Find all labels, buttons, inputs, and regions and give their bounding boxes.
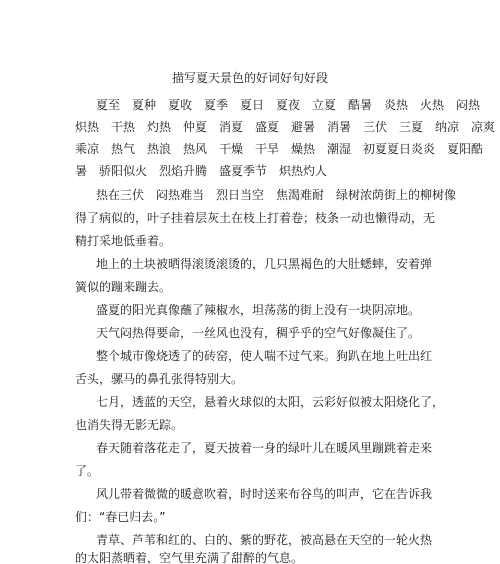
paragraph-line: 的太阳蒸晒着，空气里充满了甜醉的气息。: [75, 551, 304, 564]
paragraph-line: 簧似的蹦来蹦去。: [75, 280, 172, 294]
paragraph-line: 热在三伏 闷热难当 烈日当空 焦渴难耐 绿树浓荫街上的柳树像: [96, 188, 457, 202]
paragraph-line: 也消失得无影无踪。: [75, 418, 184, 432]
paragraph-line: 了。: [75, 464, 100, 478]
word-list-line-4: 暑 骄阳似火 烈焰升腾 盛夏季节 炽热灼人: [75, 164, 328, 178]
paragraph-line: 精打采地低垂着。: [75, 234, 172, 248]
document-title: 描写夏天景色的好词好句好段: [171, 71, 328, 85]
paragraph-line: 得了病似的，叶子挂着层灰土在枝上打着卷；枝条一动也懒得动，无: [75, 211, 436, 225]
paragraph-line: 舌头，骡马的鼻孔张得特别大。: [75, 372, 244, 386]
paragraph-line: 整个城市像烧透了的砖窑，使人喘不过气来。狗趴在地上吐出红: [96, 349, 433, 363]
paragraph-line: 盛夏的阳光真像蘸了辣椒水，坦荡荡的街上没有一块阴凉地。: [96, 303, 421, 317]
paragraph-line: 青草、芦苇和红的、白的、紫的野花，被高悬在天空的一轮火热: [96, 533, 433, 547]
paragraph-line: 们：“春已归去。”: [75, 510, 166, 524]
paragraph-line: 地上的土块被晒得滚烫滚烫的，几只黑褐色的大肚蟋蟀，安着弹: [96, 257, 433, 271]
paragraph-line: 春天随着落花走了，夏天披着一身的绿叶儿在暖风里蹦跳着走来: [96, 441, 433, 455]
paragraph-line: 七月，透蓝的天空，悬着火球似的太阳，云彩好似被太阳烧化了，: [96, 395, 445, 409]
word-list-line-1: 夏至 夏种 夏收 夏季 夏日 夏夜 立夏 酷暑 炎热 火热 闷热: [96, 98, 481, 112]
word-list-line-3: 乘凉 热气 热浪 热风 干燥 干旱 燥热 潮湿 初夏夏日炎炎 夏阳酷: [75, 142, 484, 156]
paragraph-line: 天气闷热得要命，一丝风也没有，稠乎乎的空气好像凝住了。: [96, 326, 421, 340]
paragraph-line: 风儿带着微微的暖意吹着，时时送来布谷鸟的叫声，它在告诉我: [96, 487, 433, 501]
word-list-line-2: 炽热 干热 灼热 仲夏 消夏 盛夏 避暑 消暑 三伏 三夏 纳凉 凉爽: [75, 120, 496, 134]
